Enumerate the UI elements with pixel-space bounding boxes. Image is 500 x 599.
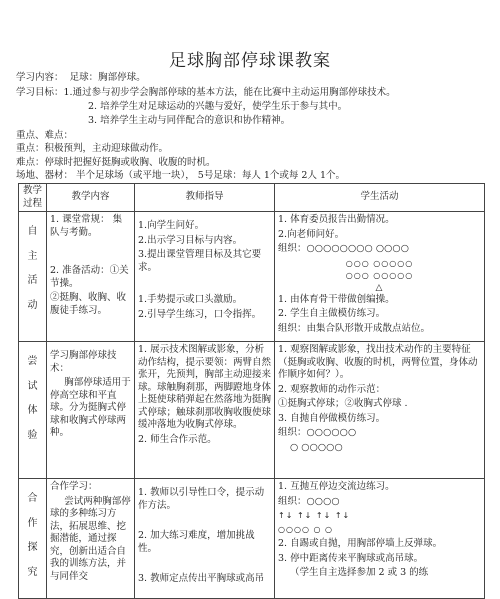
- stage-char: 作: [27, 517, 38, 529]
- student-line: 3. 停中距离传来平胸球或高吊球。: [278, 552, 424, 564]
- learning-goal-1: 1.通过参与初步学会胸部停球的基本方法，能在比赛中主动运用胸部停球技术。: [63, 87, 396, 98]
- formation-row: ○○○○ ○ ○: [278, 525, 333, 534]
- formation-row: ○○○ ○○○○○: [345, 258, 414, 268]
- student-line: 组织：○○○○: [278, 495, 340, 507]
- header-content: 教学内容: [47, 184, 135, 212]
- stage-char: 试: [27, 380, 38, 392]
- content-cell: [47, 479, 135, 599]
- page-title: 足球胸部停球课教案: [169, 51, 331, 71]
- content-cell: [47, 342, 135, 479]
- student-cell: [275, 479, 485, 599]
- stage-char: 合: [27, 493, 38, 504]
- student-line: ○ ○○○○○: [290, 441, 343, 453]
- student-line: 1. 体育委员报告出勤情况。: [278, 214, 395, 225]
- table-row: [19, 212, 485, 342]
- table-header-row: [19, 184, 485, 212]
- teacher-line: 2. 师生合作示范。: [138, 433, 217, 445]
- learning-goal-2: 2. 培养学生对足球运动的兴趣与爱好，使学生乐于参与其中。: [88, 101, 348, 112]
- formation-row: ○○○ ○○○○○: [345, 270, 414, 280]
- learning-content-line: [16, 72, 146, 84]
- teacher-line: 2.出示学习目标与内容。: [138, 234, 243, 246]
- stage-char: 验: [27, 429, 38, 441]
- stage-cell-autonomy: [19, 212, 47, 342]
- student-line: 2. 自踢或自抛，用胸部停墙上反弹球。: [278, 538, 443, 549]
- content-line: 胸部停球适用于停高空球和平直球。分为挺胸式停球和收胸式停球两种。: [50, 377, 131, 438]
- student-line: 2.向老师问好。: [278, 228, 345, 240]
- student-line: （学生自主选择参加 2 或 3 的练: [290, 567, 429, 578]
- teacher-line: 1. 展示技术图解或影象，分析动作结构，提示要领：两臂自然张开，先预判，胸部主动迎接来球。球触胸刹那，两脚蹬地身体上挺使球稍弹起在然落地为挺胸式停球；触球刹那收胸收腹使球缓冲落地为收胸式停球。: [138, 344, 272, 430]
- learning-content-label: 学习内容：: [16, 72, 64, 83]
- teacher-triangle-icon: △: [375, 282, 384, 293]
- table-row: [19, 479, 485, 599]
- header-teacher: 教师指导: [135, 184, 275, 212]
- student-line: 2. 观察教师的动作示范：: [278, 383, 386, 395]
- student-line: 1. 观察图解或影象，找出技术动作的主要特征（挺胸或收胸、收腹的时机，两臂位置，身体动作顺序如何？）。: [278, 344, 478, 380]
- student-line: ①挺胸式停球；②收胸式停球 .: [278, 398, 408, 409]
- learning-goal-line-1: [16, 87, 396, 99]
- student-cell: [275, 212, 485, 342]
- stage-char: 活: [27, 275, 38, 286]
- header-student: 学生活动: [275, 184, 485, 212]
- lesson-plan-table: [18, 183, 485, 599]
- content-line: ②挺胸、收胸、收腹徒手练习。: [50, 292, 127, 316]
- keypoints-label: 重点、难点：: [16, 130, 74, 141]
- student-line: 3. 自抛自停做模仿练习。: [278, 412, 386, 424]
- content-line: 学习胸部停球技术：: [50, 350, 117, 374]
- learning-content-value: 足球：胸部停球。: [69, 72, 146, 83]
- content-line: 尝试两种胸部停球的多种练习方法，拓展思维、挖掘潜能，通过探究，创新出适合自我的训练方法，并与同伴交: [50, 495, 131, 582]
- teacher-line: 3.提出课堂管理目标及其它要求。: [138, 249, 262, 273]
- learning-goal-3: 3. 培养学生主动与同伴配合的意识和协作精神。: [88, 115, 291, 126]
- stage-char: 主: [27, 250, 38, 262]
- difficulty-point: 难点：停球时把握好挺胸或收胸、收腹的时机。: [16, 157, 216, 168]
- student-line: 2. 学生自主做模仿练习。: [278, 308, 386, 319]
- teacher-cell: [135, 479, 275, 599]
- student-line: 组织：○○○○○○: [278, 427, 357, 438]
- teacher-line: 1. 教师以引导性口令，提示动作方法。: [138, 487, 265, 511]
- content-line: 2. 准备活动：①关节操。: [50, 265, 129, 289]
- stage-char: 自: [27, 226, 38, 237]
- stage-char: 探: [27, 542, 38, 553]
- student-line: 1. 由体育骨干带做创编操。: [278, 293, 395, 305]
- teacher-line: 2. 加大练习难度，增加挑战性。: [138, 530, 255, 554]
- stage-char: 尝: [27, 356, 38, 367]
- teacher-cell: [135, 212, 275, 342]
- student-cell: [275, 342, 485, 479]
- table-row: [19, 342, 485, 479]
- arrow-row: ↑↓ ↑↓ ↑↓ ↑↓: [278, 511, 351, 520]
- header-stage: 教学过程: [19, 184, 47, 212]
- stage-char: 体: [27, 405, 38, 416]
- content-cell: [47, 212, 135, 342]
- student-line: 1. 互抛互停边交流边练习。: [278, 481, 395, 492]
- venue-equipment: 场地、器材： 半个足球场（或平地一块）， 5号足球：每人 1个或每 2人 1个。: [16, 170, 346, 181]
- teacher-line: 1.手势提示或口头激励。: [138, 294, 243, 305]
- student-line: 组织：○○○○○○○○ ○○○○: [278, 243, 409, 254]
- content-line: 合作学习：: [50, 481, 98, 492]
- teacher-line: 1.向学生问好。: [138, 220, 205, 231]
- formation-diagram: [278, 258, 481, 294]
- stage-cell-cooperation: [19, 479, 47, 599]
- stage-char: 动: [27, 299, 38, 311]
- learning-goals-label: 学习目标：: [16, 87, 64, 98]
- stage-cell-trial: [19, 342, 47, 479]
- stage-char: 究: [27, 566, 38, 578]
- teacher-cell: [135, 342, 275, 479]
- focus-point: 重点：积极预判，主动迎球做动作。: [16, 143, 169, 154]
- content-line: 1. 课堂常规： 集队与考勤。: [50, 214, 123, 238]
- teacher-line: 3. 教师定点传出平胸球或高吊: [138, 573, 265, 584]
- teacher-line: 2.引导学生练习，口令指挥。: [138, 308, 262, 320]
- student-line: 组织：由集合队形散开成散点站位。: [278, 322, 431, 334]
